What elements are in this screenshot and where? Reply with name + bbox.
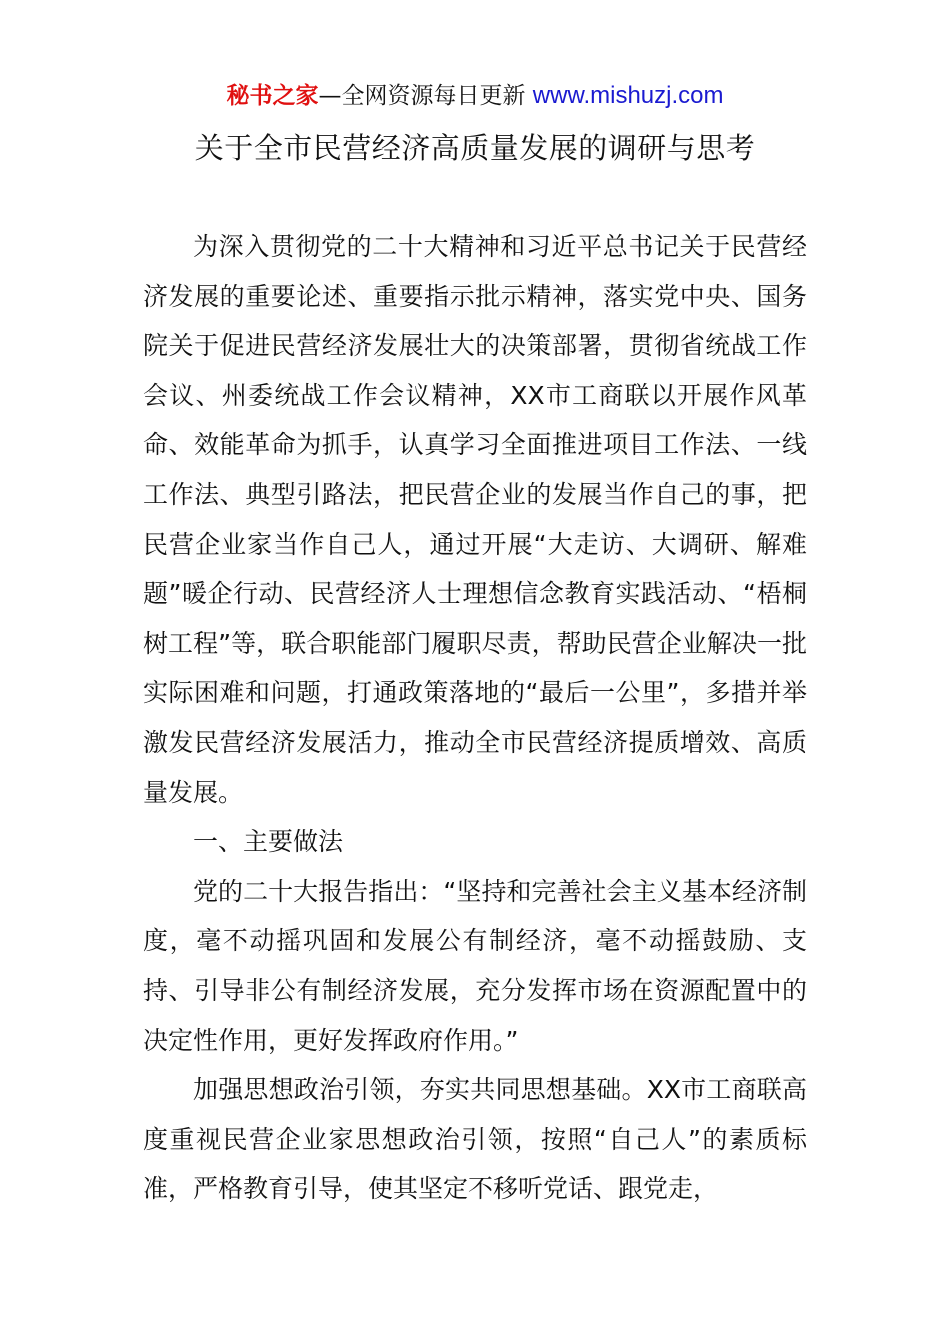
document-body [143, 222, 807, 1214]
site-brand: 秘书之家 [226, 83, 319, 109]
site-url-link[interactable]: www.mishuzj.com [532, 82, 724, 109]
site-header [0, 80, 950, 112]
intro-paragraph: 为深入贯彻党的二十大精神和习近平总书记关于民营经济发展的重要论述、重要指示批示精神，落实党中央、国务院关于促进民营经济发展壮大的决策部署，贯彻省统战工作会议、州委统战工作会议精神，XX市工商联以开展作风革命、效能革命为抓手，认真学习全面推进项目工作法、一线工作法、典型引路法，把民营企业的发展当作自己的事，把民营企业家当作自己人，通过开展“大走访、大调研、解难题”暖企行动、民营经济人士理想信念教育实践活动、“梧桐树工程”等，联合职能部门履职尽责，帮助民营企业解决一批实际困难和问题，打通政策落地的“最后一公里”，多措并举激发民营经济发展活力，推动全市民营经济提质增效、高质量发展。 [143, 232, 807, 807]
body-paragraph: 加强思想政治引领，夯实共同思想基础。XX市工商联高度重视民营企业家思想政治引领，按照“自己人”的素质标准，严格教育引导，使其坚定不移听党话、跟党走， [143, 1075, 807, 1204]
site-tagline: —全网资源每日更新 [318, 83, 533, 109]
document-title: 关于全市民营经济高质量发展的调研与思考 [194, 131, 756, 165]
body-paragraph: 党的二十大报告指出：“坚持和完善社会主义基本经济制度，毫不动摇巩固和发展公有制经济，毫不动摇鼓励、支持、引导非公有制经济发展，充分发挥市场在资源配置中的决定性作用，更好发挥政府作用。” [143, 876, 807, 1055]
section-heading: 一、主要做法 [193, 827, 344, 857]
